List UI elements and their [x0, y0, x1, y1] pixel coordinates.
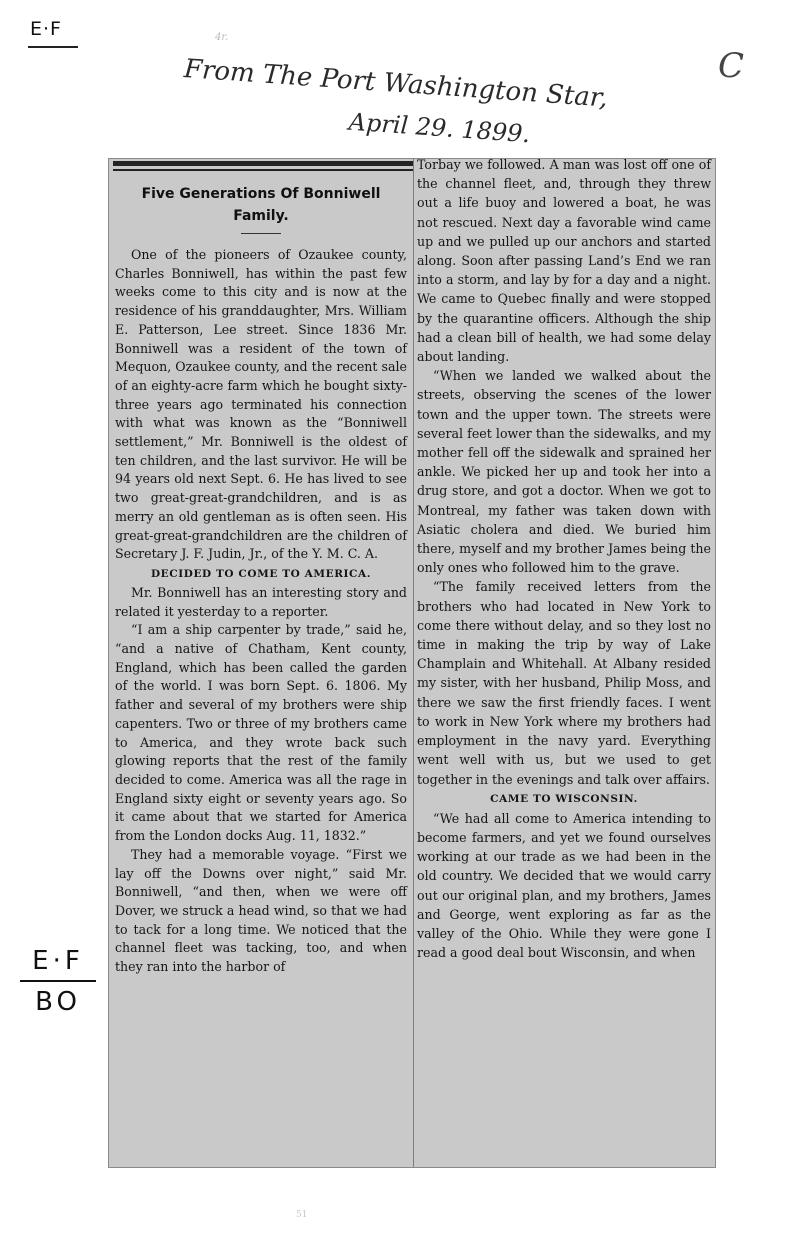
archive-tag-top: E·F	[30, 18, 62, 40]
corner-handwritten-mark: C	[718, 46, 745, 86]
column-divider	[413, 159, 414, 1167]
paragraph: “When we landed we walked about the streets, observing the scenes of the lower town and the upper town. The streets were several feet lower than the sidewalks, and my mother fell off the sidewalk and sprained her ankle. We picked her up and took her into a drug store, and got a doctor. When we got to Montreal, my father was taken down with Asiatic cholera and died. We buried him there, myself and my brother James being the only ones who followed him to the grave.	[417, 368, 711, 576]
subhead-decided: DECIDED TO COME TO AMERICA.	[150, 567, 372, 580]
tag-top-underline	[28, 46, 78, 48]
paragraph: “I am a ship carpenter by trade,” said he, “and a native of Chatham, Kent county, England, which has been called the garden of the world. I was born Sept. 6. 1806. My father and several of my brothers were ship capenters. Two or three of my brothers came to America, and they wrote back such glowing reports that the rest of the family decided to come. America was all the rage in England sixty eight or seventy years ago. So it came about that we started for America from the London docks Aug. 11, 1832.”	[115, 622, 407, 844]
paragraph: Mr. Bonniwell has an interesting story and related it yesterday to a reporter.	[115, 584, 407, 619]
article-right-column	[417, 155, 711, 962]
clipping-top-rule	[113, 161, 413, 166]
subhead-wisconsin: CAME TO WISCONSIN.	[490, 792, 638, 805]
tag-side-bottom: BO	[35, 987, 81, 1017]
source-line-publication: From The Port Washington Star,	[183, 54, 609, 114]
newspaper-clipping	[108, 158, 716, 1168]
archive-tag-side	[20, 944, 96, 1018]
page-mark: 51	[296, 1210, 308, 1220]
paragraph: “The family received letters from the brothers who had located in New York to come there without delay, and so they lost no time in making the trip by way of Lake Champlain and Whitehall. At Albany resided my sister, with her husband, Philip Moss, and there we saw the first friendly faces. I went to work in New York where my brothers had employment in the navy yard. Everything went well with us, but we used to get together in the evenings and talk over affairs.	[417, 579, 711, 787]
clipping-top-rule-thin	[113, 169, 413, 171]
paragraph: “We had all come to America intending to become farmers, and yet we found ourselves working at our trade as we had been in the old country. We decided that we would carry out our original plan, and my brothers, James and George, went exploring as far as the valley of the Ohio. While they were gone I read a good deal bout Wisconsin, and when	[417, 810, 711, 961]
paragraph: They had a memorable voyage. “First we lay off the Downs over night,” said Mr. Bonniwell, “and then, when we were off Dover, we struck a head wind, so that we had to tack for a long time. We noticed that the channel fleet was tacking, too, and when they ran into the harbor of	[115, 846, 407, 975]
source-line-date: April 29. 1899.	[347, 107, 532, 149]
tag-side-top: E·F	[32, 946, 84, 976]
paragraph: Torbay we followed. A man was lost off one of the channel fleet, and, through they threw out a life buoy and lowered a boat, he was not rescued. Next day a favorable wind came up and we pulled up our anchors and started along. Soon after passing Land’s End we ran into a storm, and lay by for a day and a night. We came to Quebec finally and were stopped by the quarantine officers. Although the ship had a clean bill of health, we had some delay about landing.	[417, 157, 711, 365]
headline-rule	[241, 233, 281, 234]
faint-pencil-mark: 4r.	[215, 32, 229, 43]
article-headline: Five Generations Of Bonniwell Family.	[141, 186, 381, 224]
handwritten-source-note	[180, 56, 643, 154]
tag-side-rule	[20, 980, 96, 982]
article-left-column	[115, 183, 407, 977]
paragraph: One of the pioneers of Ozaukee county, Charles Bonniwell, has within the past few weeks come to this city and is now at the residence of his granddaughter, Mrs. William E. Patterson, Lee street. Since 1836 Mr. Bonniwell was a resident of the town of Mequon, Ozaukee county, and the recent sale of an eighty-acre farm which he bought sixty-three years ago terminated his connection with what was known as the “Bonniwell settlement,” Mr. Bonniwell is the oldest of ten children, and the last survivor. He will be 94 years old next Sept. 6. He has lived to see two great-great-grandchildren, and is as merry an old gentleman as is often seen. His great-great-grandchildren are the children of Secretary J. F. Judin, Jr., of the Y. M. C. A.	[115, 247, 407, 562]
